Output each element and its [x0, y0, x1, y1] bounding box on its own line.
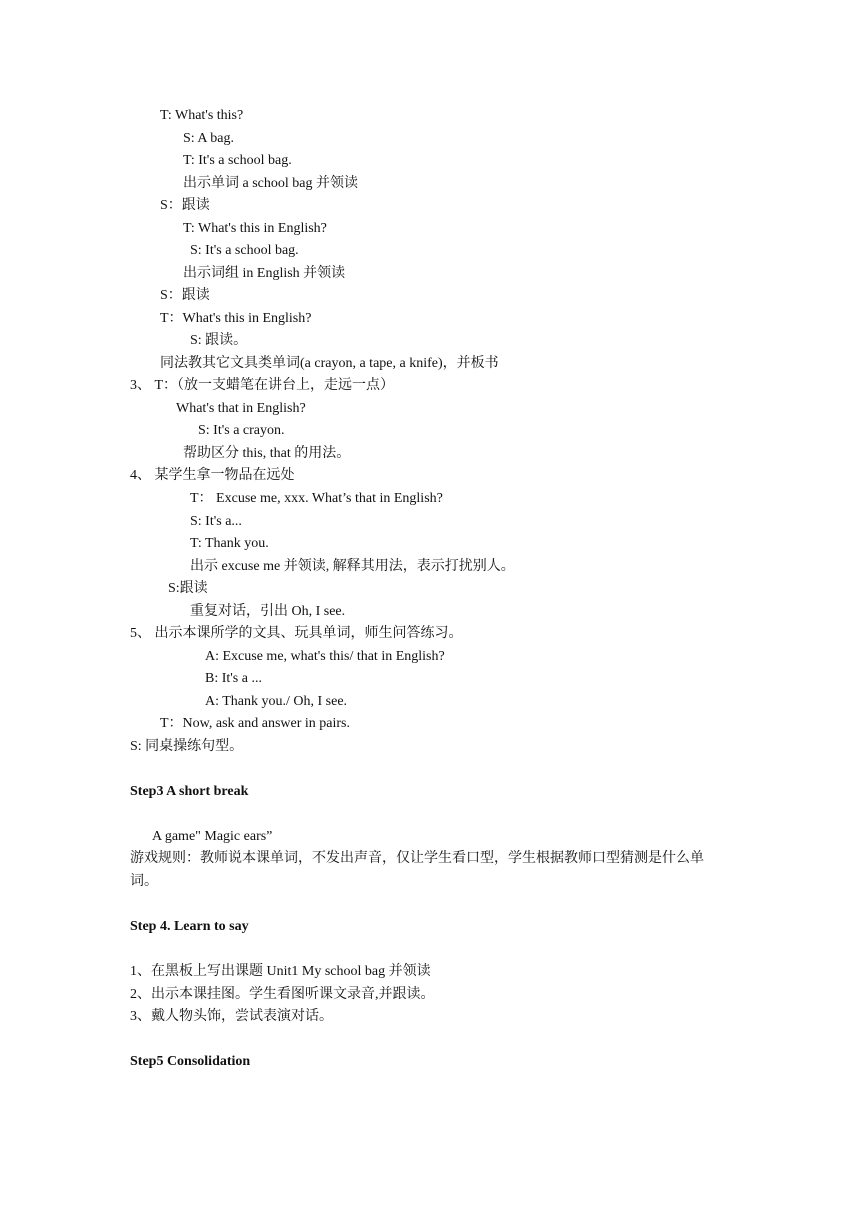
- dialogue-line: A: Thank you./ Oh, I see.: [205, 694, 348, 709]
- game-rules: 游戏规则：教师说本课单词，不发出声音，仅让学生看口型，学生根据教师口型猜测是什么单词。: [130, 851, 704, 889]
- step3-heading: Step3 A short break: [130, 784, 249, 799]
- instruction-line: 重复对话，引出 Oh, I see.: [190, 604, 346, 619]
- numbered-item: 4、 某学生拿一物品在远处: [130, 468, 295, 483]
- dialogue-line: A: Excuse me, what's this/ that in English?: [205, 649, 445, 664]
- step4-heading: Step 4. Learn to say: [130, 919, 249, 934]
- dialogue-line: T: What's this in English?: [183, 221, 327, 236]
- dialogue-line: T: Thank you.: [190, 536, 269, 551]
- instruction-line: 帮助区分 this, that 的用法。: [183, 446, 351, 461]
- instruction-line: 出示单词 a school bag 并领读: [183, 176, 358, 191]
- dialogue-line: T： Excuse me, xxx. What’s that in English?: [190, 491, 443, 506]
- dialogue-line: S: 跟读。: [190, 333, 248, 348]
- instruction-line: 出示 excuse me 并领读, 解释其用法，表示打扰别人。: [190, 559, 515, 574]
- dialogue-line: T: It's a school bag.: [183, 153, 292, 168]
- dialogue-line: S：跟读: [160, 198, 210, 213]
- dialogue-line: S: It's a...: [190, 514, 242, 529]
- dialogue-line: S:跟读: [168, 581, 208, 596]
- dialogue-line: S: It's a school bag.: [190, 243, 299, 258]
- step4-item: 2、出示本课挂图。学生看图听课文录音,并跟读。: [130, 987, 435, 1002]
- dialogue-line: S: A bag.: [183, 131, 234, 146]
- dialogue-line: S：跟读: [160, 288, 210, 303]
- dialogue-line: T：What's this in English?: [160, 311, 312, 326]
- game-title: A game" Magic ears”: [152, 829, 273, 844]
- numbered-item: 3、 T：（放一支蜡笔在讲台上，走远一点）: [130, 378, 395, 393]
- step4-item: 1、在黑板上写出课题 Unit1 My school bag 并领读: [130, 964, 431, 979]
- dialogue-line: What's that in English?: [176, 401, 306, 416]
- numbered-item: 5、 出示本课所学的文具、玩具单词，师生问答练习。: [130, 626, 463, 641]
- step4-item: 3、戴人物头饰，尝试表演对话。: [130, 1009, 333, 1024]
- dialogue-line: T: What's this?: [160, 108, 244, 123]
- step5-heading: Step5 Consolidation: [130, 1054, 251, 1069]
- dialogue-line: S: It's a crayon.: [198, 423, 285, 438]
- dialogue-line: S: 同桌操练句型。: [130, 739, 244, 754]
- instruction-line: 同法教其它文具类单词(a crayon, a tape, a knife)，并板书: [160, 356, 499, 371]
- instruction-line: 出示词组 in English 并领读: [183, 266, 346, 281]
- dialogue-line: B: It's a ...: [205, 671, 262, 686]
- dialogue-line: T：Now, ask and answer in pairs.: [160, 716, 350, 731]
